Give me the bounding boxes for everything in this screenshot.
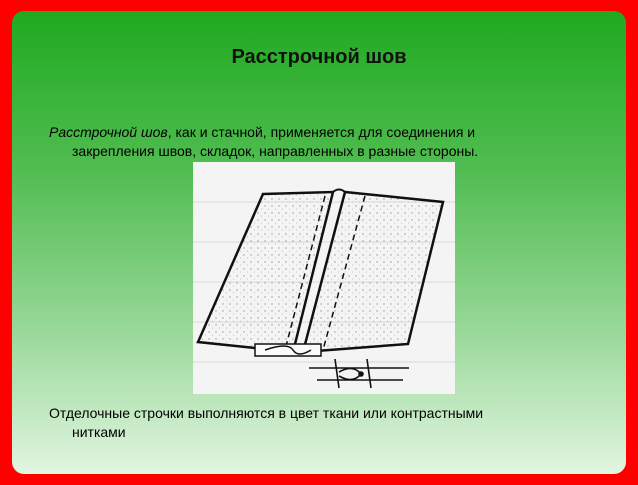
seam-diagram-icon (193, 162, 455, 394)
slide (12, 11, 626, 474)
cross-section-diagram (309, 359, 409, 388)
note-paragraph (49, 404, 594, 442)
intro-line1-rest: , как и стачной, применяется для соединения и (167, 124, 476, 140)
intro-paragraph (49, 123, 594, 161)
slide-title: Расстрочной шов (231, 46, 407, 68)
seam-figure (193, 162, 455, 394)
note-line2: нитками (72, 424, 126, 440)
seam-fold (333, 190, 345, 193)
intro-line2: закрепления швов, складок, направленных в разные стороны. (72, 143, 479, 159)
intro-term: Расстрочной шов (49, 124, 168, 140)
note-line1: Отделочные строчки выполняются в цвет ткани или контрастными (49, 405, 484, 421)
